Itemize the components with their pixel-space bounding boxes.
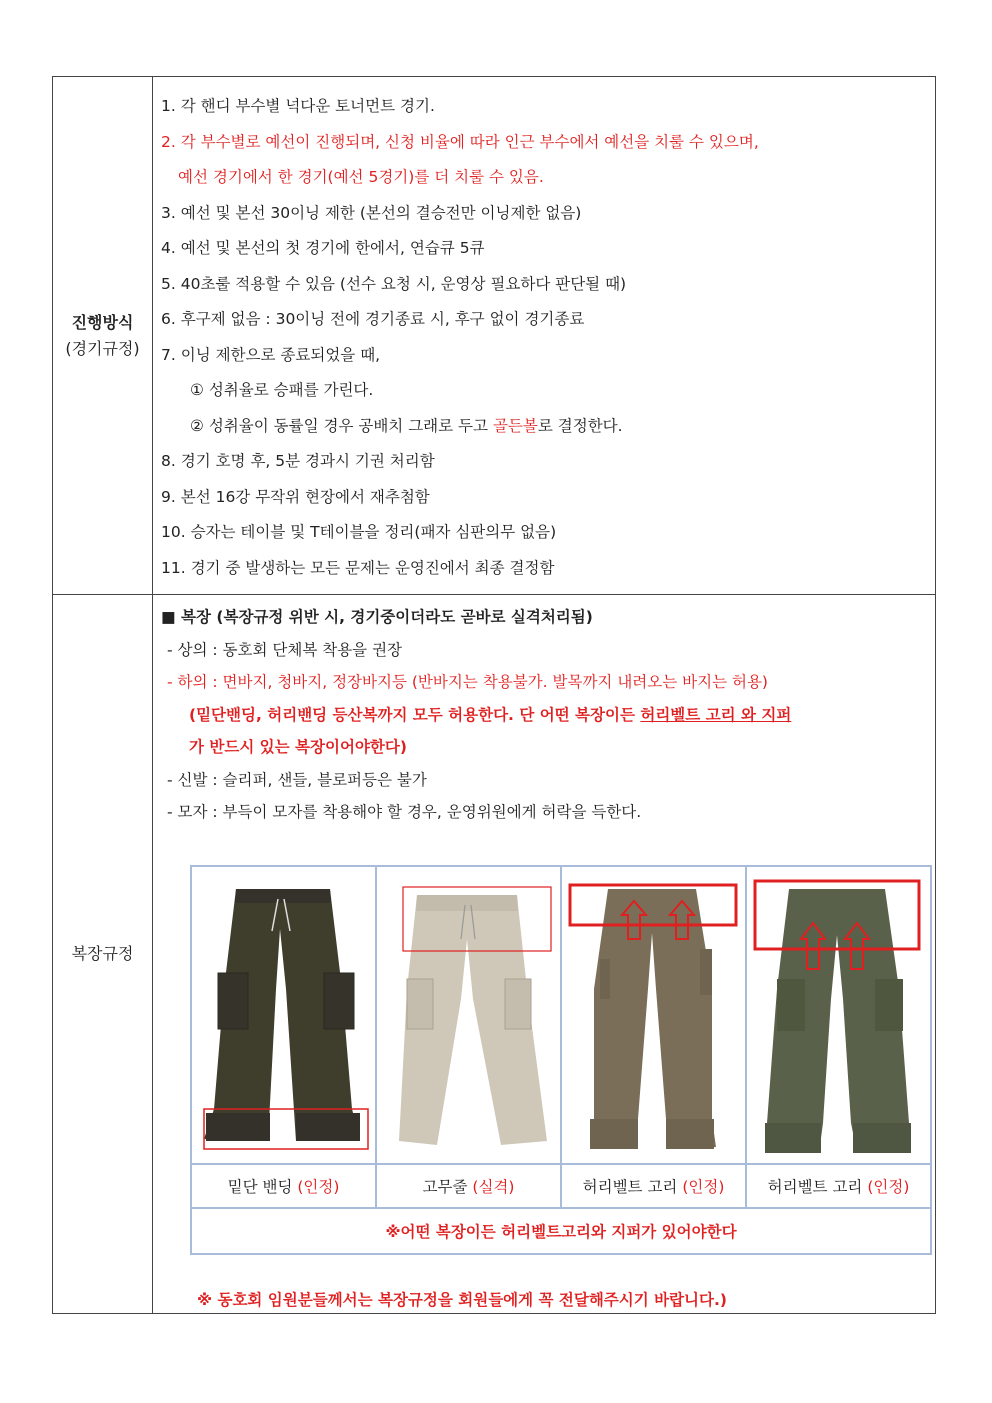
pants-image-khaki [561, 866, 746, 1164]
pants-image-olive [191, 866, 376, 1164]
dress-shoes: - 신발 : 슬리퍼, 샌들, 블로퍼등은 불가 [167, 770, 427, 789]
dress-bottom-note [161, 699, 927, 732]
pants-olive-illustration [204, 889, 360, 1141]
rule-subitem-text: 로 결정한다. [537, 416, 623, 435]
rule-item: 4. 예선 및 본선의 첫 경기에 한에서, 연습큐 5큐 [161, 239, 485, 257]
rule-item: 11. 경기 중 발생하는 모든 문제는 운영진에서 최종 결정함 [161, 558, 555, 577]
rule-item: 5. 40초룰 적용할 수 있음 (선수 요청 시, 운영상 필요하다 판단될 때) [161, 274, 627, 293]
dress-hat: - 모자 : 부득이 모자를 착용해야 할 경우, 운영위원에게 허락을 득한다. [167, 803, 642, 821]
pants-image-beige [376, 866, 561, 1164]
dress-top: - 상의 : 동호회 단체복 착용을 권장 [167, 640, 403, 659]
dress-bottom-note-text: (밑단밴딩, 허리밴딩 등산복까지 모두 허용한다. 단 어떤 복장이든 [189, 705, 641, 724]
rule-item: 8. 경기 호명 후, 5분 경과시 기권 처리함 [161, 452, 435, 470]
final-note: ※ 동호회 임원분들께서는 복장규정을 회원들에게 꼭 전달해주시기 바랍니다.) [197, 1291, 727, 1309]
caption-status: (실격) [472, 1178, 515, 1196]
pants-table-note: ※어떤 복장이든 허리벨트고리와 지퍼가 있어야한다 [191, 1208, 931, 1254]
rules-label-cell [53, 77, 153, 595]
pants-example-table-wrap [190, 865, 932, 1255]
caption-text: 밑단 밴딩 [227, 1178, 298, 1196]
caption-status: (인정) [682, 1178, 725, 1196]
rules-label-sub: (경기규정) [65, 338, 140, 358]
rule-item: 2. 각 부수별로 예선이 진행되며, 신청 비율에 따라 인근 부수에서 예선을 치룰 수 있으며, [161, 132, 759, 151]
rule-item: 7. 이닝 제한으로 종료되었을 때, [161, 345, 381, 364]
dress-bottom-note-underlined: 허리벨트 고리 와 지퍼 [640, 705, 792, 724]
dress-label-cell [53, 595, 153, 1314]
caption-text: 고무줄 [422, 1178, 473, 1196]
golden-ball-term: 골든볼 [492, 416, 538, 435]
pants-caption [746, 1164, 931, 1208]
pants-beige-illustration [399, 895, 547, 1145]
rule-item: 1. 각 핸디 부수별 넉다운 토너먼트 경기. [161, 97, 435, 115]
rule-item: 10. 승자는 테이블 및 T테이블을 정리(패자 심판의무 없음) [161, 523, 557, 541]
pants-caption [561, 1164, 746, 1208]
pants-khaki-illustration [590, 889, 716, 1149]
rules-content-cell [153, 77, 936, 595]
rules-label-title: 진행방식 [71, 312, 134, 332]
caption-status: (인정) [297, 1178, 340, 1196]
pants-caption [376, 1164, 561, 1208]
pants-example-table [190, 865, 932, 1255]
caption-status: (인정) [867, 1178, 910, 1196]
rule-item: 6. 후구제 없음 : 30이닝 전에 경기종료 시, 후구 없이 경기종료 [161, 310, 585, 328]
caption-text: 허리벨트 고리 [767, 1178, 868, 1196]
rule-item: 3. 예선 및 본선 30이닝 제한 (본선의 결승전만 이닝제한 없음) [161, 203, 582, 222]
rule-item: 예선 경기에서 한 경기(예선 5경기)를 더 치룰 수 있음. [178, 168, 544, 186]
pants-green-illustration [765, 889, 911, 1153]
rule-subitem-text: ② 성취율이 동률일 경우 공배치 그래로 두고 [190, 416, 493, 435]
dress-heading: ■ 복장 (복장규정 위반 시, 경기중이더라도 곧바로 실격처리됨) [161, 608, 593, 626]
dress-content-cell [153, 595, 936, 1314]
dress-bottom-note: 가 반드시 있는 복장이어야한다) [189, 738, 407, 756]
pants-image-green [746, 866, 931, 1164]
rule-item: 9. 본선 16강 무작위 현장에서 재추첨함 [161, 487, 430, 506]
rule-subitem [161, 409, 927, 445]
dress-bottom: - 하의 : 면바지, 청바지, 정장바지등 (반바지는 착용불가. 발목까지 내려오는 바지는 허용) [167, 673, 768, 691]
rules-table [52, 76, 936, 1314]
dress-label: 복장규정 [71, 944, 134, 963]
rule-subitem: ① 성취율로 승패를 가린다. [190, 381, 374, 399]
pants-caption [191, 1164, 376, 1208]
caption-text: 허리벨트 고리 [582, 1178, 683, 1196]
